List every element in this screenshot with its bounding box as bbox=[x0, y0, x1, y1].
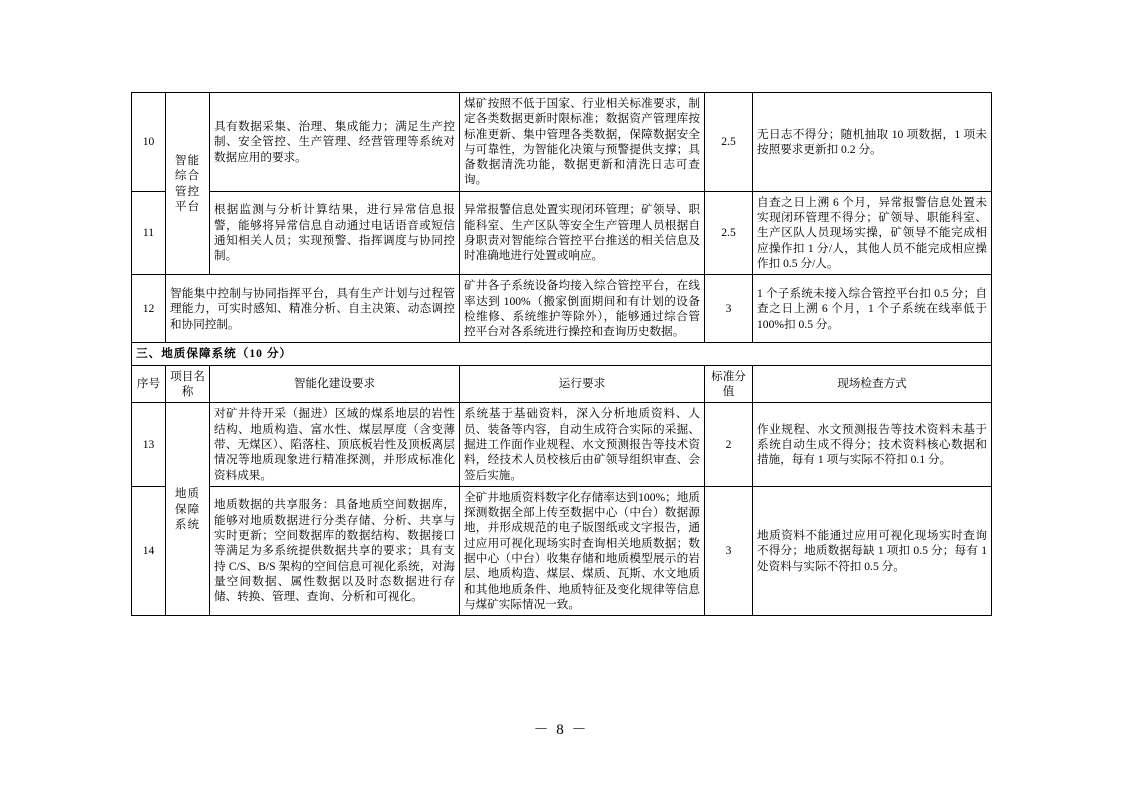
score-cell: 3 bbox=[705, 275, 753, 343]
row-number: 13 bbox=[132, 403, 166, 486]
table-row bbox=[132, 191, 992, 274]
section-heading-row bbox=[132, 343, 992, 365]
requirement-cell: 根据监测与分析计算结果，进行异常信息报警，能够将异常信息自动通过电话语音或短信通知相关人员；实现预警、指挥调度与协同控制。 bbox=[210, 191, 460, 274]
check-cell: 1 个子系统未接入综合管控平台扣 0.5 分；自查之日上溯 6 个月，1 个子系统在线率低于 100%扣 0.5 分。 bbox=[753, 275, 992, 343]
row-number: 14 bbox=[132, 486, 166, 615]
table-row bbox=[132, 486, 992, 615]
header-check: 现场检查方式 bbox=[753, 365, 992, 403]
header-score: 标准分值 bbox=[705, 365, 753, 403]
score-cell: 2 bbox=[705, 403, 753, 486]
group-label-control-platform: 智能综合管控平台 bbox=[166, 93, 210, 275]
requirement-cell: 具有数据采集、治理、集成能力；满足生产控制、安全管控、生产管理、经营管理等系统对数据应用的要求。 bbox=[210, 93, 460, 192]
table-row bbox=[132, 275, 992, 343]
operation-cell: 异常报警信息处置实现闭环管理；矿领导、职能科室、生产区队等安全生产管理人员根据自身职责对智能综合管控平台推送的相关信息及时准确地进行处置或响应。 bbox=[460, 191, 705, 274]
page-number bbox=[0, 718, 1122, 739]
operation-cell: 全矿井地质资料数字化存储率达到100%；地质探测数据全部上传至数据中心（中台）数据源地，并形成规范的电子版图纸或文字报告，通过应用可视化现场实时查询相关地质数据；数据中心（中台）收集存储和地质模型展示的岩层、地质构造、煤层、煤质、瓦斯、水文地质和其他地质条件、地质特征及变化规律等信息与煤矿实际情况一致。 bbox=[460, 486, 705, 615]
group-label-geology: 地质保障系统 bbox=[166, 403, 210, 616]
row-number: 12 bbox=[132, 275, 166, 343]
header-requirement: 智能化建设要求 bbox=[210, 365, 460, 403]
requirement-cell: 对矿井待开采（掘进）区域的煤系地层的岩性结构、地质构造、富水性、煤层厚度（含变薄带、无煤区）、陷落柱、顶底板岩性及顶板离层情况等地质现象进行精准探测，并形成标准化资料成果。 bbox=[210, 403, 460, 486]
check-cell: 作业规程、水文预测报告等技术资料未基于系统自动生成不得分；技术资料核心数据和措施，每有 1 项与实际不符扣 0.1 分。 bbox=[753, 403, 992, 486]
score-cell: 2.5 bbox=[705, 191, 753, 274]
header-item: 项目名称 bbox=[166, 365, 210, 403]
operation-cell: 煤矿按照不低于国家、行业相关标准要求，制定各类数据更新时限标准；数据资产管理库按标准更新、集中管理各类数据，保障数据安全与可靠性，为智能化决策与预警提供支撑；具备数据清洗功能，数据更新和清洗日志可查询。 bbox=[460, 93, 705, 192]
check-cell: 地质资料不能通过应用可视化现场实时查询不得分；地质数据每缺 1 项扣 0.5 分；每有 1 处资料与实际不符扣 0.5 分。 bbox=[753, 486, 992, 615]
requirement-cell: 地质数据的共享服务：具备地质空间数据库，能够对地质数据进行分类存储、分析、共享与实时更新；空间数据库的数据结构、数据接口等满足为多系统提供数据共享的要求；具有支持 C/S、B/S 架构的空间信息可视化系统，对海量空间数据、属性数据以及时态数据进行存储、转换、管理、查询、分析和可视化。 bbox=[210, 486, 460, 615]
score-cell: 3 bbox=[705, 486, 753, 615]
section-heading: 三、地质保障系统（10 分） bbox=[132, 343, 992, 365]
score-cell: 2.5 bbox=[705, 93, 753, 192]
operation-cell: 系统基于基础资料，深入分析地质资料、人员、装备等内容，自动生成符合实际的采掘、掘进工作面作业规程、水文预测报告等技术资料，经技术人员校核后由矿领导组织审查、会签后实施。 bbox=[460, 403, 705, 486]
page-number-text: － 8 － bbox=[533, 722, 589, 738]
row-number: 11 bbox=[132, 191, 166, 274]
header-num: 序号 bbox=[132, 365, 166, 403]
table-row bbox=[132, 93, 992, 192]
table-header-row bbox=[132, 365, 992, 403]
header-operation: 运行要求 bbox=[460, 365, 705, 403]
row-number: 10 bbox=[132, 93, 166, 192]
assessment-table bbox=[131, 92, 992, 616]
table-row bbox=[132, 403, 992, 486]
requirement-cell: 智能集中控制与协同指挥平台，具有生产计划与过程管理能力，可实时感知、精准分析、自主决策、动态调控和协同控制。 bbox=[166, 275, 460, 343]
operation-cell: 矿井各子系统设备均接入综合管控平台，在线率达到 100%（搬家倒面期间和有计划的设备检维修、系统维护等除外），能够通过综合管控平台对各系统进行操控和查询历史数据。 bbox=[460, 275, 705, 343]
check-cell: 无日志不得分；随机抽取 10 项数据，1 项未按照要求更新扣 0.2 分。 bbox=[753, 93, 992, 192]
check-cell: 自查之日上溯 6 个月，异常报警信息处置未实现闭环管理不得分；矿领导、职能科室、生产区队人员现场实操，矿领导不能完成相应操作扣 1 分/人，其他人员不能完成相应操作扣 0.5 分/人。 bbox=[753, 191, 992, 274]
